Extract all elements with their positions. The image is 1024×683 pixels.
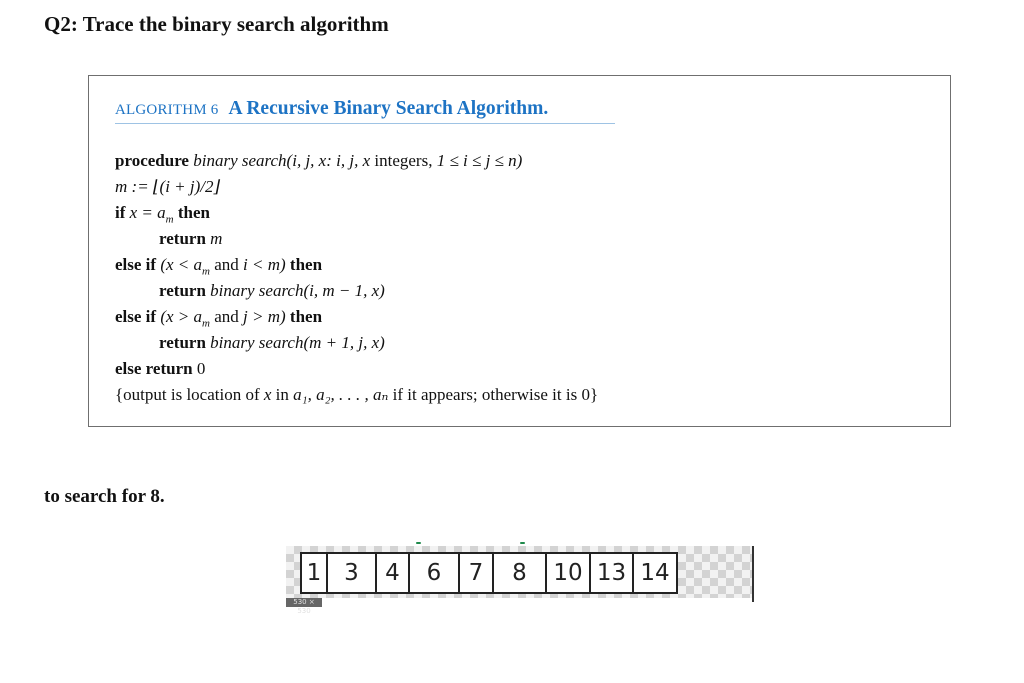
elseif1-condition-post: i < m) xyxy=(243,255,286,274)
return-call-left: binary search(i, m − 1, x) xyxy=(210,281,385,300)
output-comment-in: in xyxy=(271,385,294,404)
procedure-params: i, j, x xyxy=(336,151,371,170)
elseif2-condition: (x > a xyxy=(160,307,203,326)
keyword-return: return xyxy=(159,281,206,300)
accent-mark xyxy=(520,542,525,544)
algorithm-header xyxy=(115,98,615,124)
array-cell: 13 xyxy=(591,552,634,594)
array-cell: 8 xyxy=(494,552,547,594)
keyword-else-if: else if xyxy=(115,307,157,326)
task-instruction: to search for 8. xyxy=(44,486,165,507)
elseif1-condition: (x < a xyxy=(160,255,203,274)
elseif1-subscript: m xyxy=(202,265,210,278)
elseif1-and: and xyxy=(214,255,239,274)
array-cell: 14 xyxy=(634,552,678,594)
return-value: m xyxy=(210,229,223,248)
output-comment-sequence: a₁, a₂, . . . , aₙ xyxy=(293,385,389,404)
code-line-else-if-2 xyxy=(115,306,322,328)
keyword-procedure: procedure xyxy=(115,151,189,170)
code-line-if xyxy=(115,202,210,224)
array-cells xyxy=(300,552,678,594)
question-title: Q2: Trace the binary search algorithm xyxy=(44,12,389,36)
else-return-value: 0 xyxy=(196,359,206,378)
output-comment-post: if it appears; otherwise it is 0} xyxy=(388,385,599,404)
keyword-return: return xyxy=(159,333,206,352)
keyword-then: then xyxy=(289,307,323,326)
procedure-constraint: 1 ≤ i ≤ j ≤ n) xyxy=(436,151,523,170)
output-comment-x: x xyxy=(263,385,272,404)
code-line-else-if-1 xyxy=(115,254,322,276)
code-line-return-m xyxy=(159,228,222,250)
image-size-tag: 530 × 530 xyxy=(286,598,322,607)
array-cell: 3 xyxy=(328,552,377,594)
algorithm-label: ALGORITHM 6 xyxy=(115,102,219,118)
procedure-integers: integers, xyxy=(370,151,437,170)
keyword-else-return: else return xyxy=(115,359,193,378)
array-cell: 10 xyxy=(547,552,591,594)
elseif2-and: and xyxy=(214,307,239,326)
array-cell: 7 xyxy=(460,552,494,594)
image-edge-line xyxy=(752,546,754,602)
keyword-then: then xyxy=(177,203,210,222)
algorithm-name: A Recursive Binary Search Algorithm. xyxy=(228,98,549,119)
array-image xyxy=(286,546,754,615)
if-condition: x = a xyxy=(129,203,166,222)
keyword-return: return xyxy=(159,229,206,248)
return-call-right: binary search(m + 1, j, x) xyxy=(210,333,385,352)
code-line-else-return xyxy=(115,358,205,380)
output-comment-pre: {output is location of xyxy=(115,385,264,404)
array-cell: 4 xyxy=(377,552,410,594)
elseif2-subscript: m xyxy=(202,317,210,330)
procedure-signature: binary search(i, j, x: xyxy=(193,151,337,170)
assign-expression: m := ⌊(i + j)/2⌋ xyxy=(115,177,221,196)
keyword-then: then xyxy=(289,255,323,274)
accent-mark xyxy=(416,542,421,544)
code-line-procedure xyxy=(115,150,522,172)
keyword-if: if xyxy=(115,203,126,222)
if-condition-subscript: m xyxy=(165,213,174,226)
array-cell: 1 xyxy=(302,552,328,594)
code-line-output-comment xyxy=(115,384,598,406)
elseif2-condition-post: j > m) xyxy=(243,307,286,326)
array-cell: 6 xyxy=(410,552,460,594)
code-line-return-left xyxy=(159,280,385,302)
code-line-assign xyxy=(115,176,220,198)
algorithm-box xyxy=(88,75,951,427)
code-line-return-right xyxy=(159,332,385,354)
keyword-else-if: else if xyxy=(115,255,157,274)
